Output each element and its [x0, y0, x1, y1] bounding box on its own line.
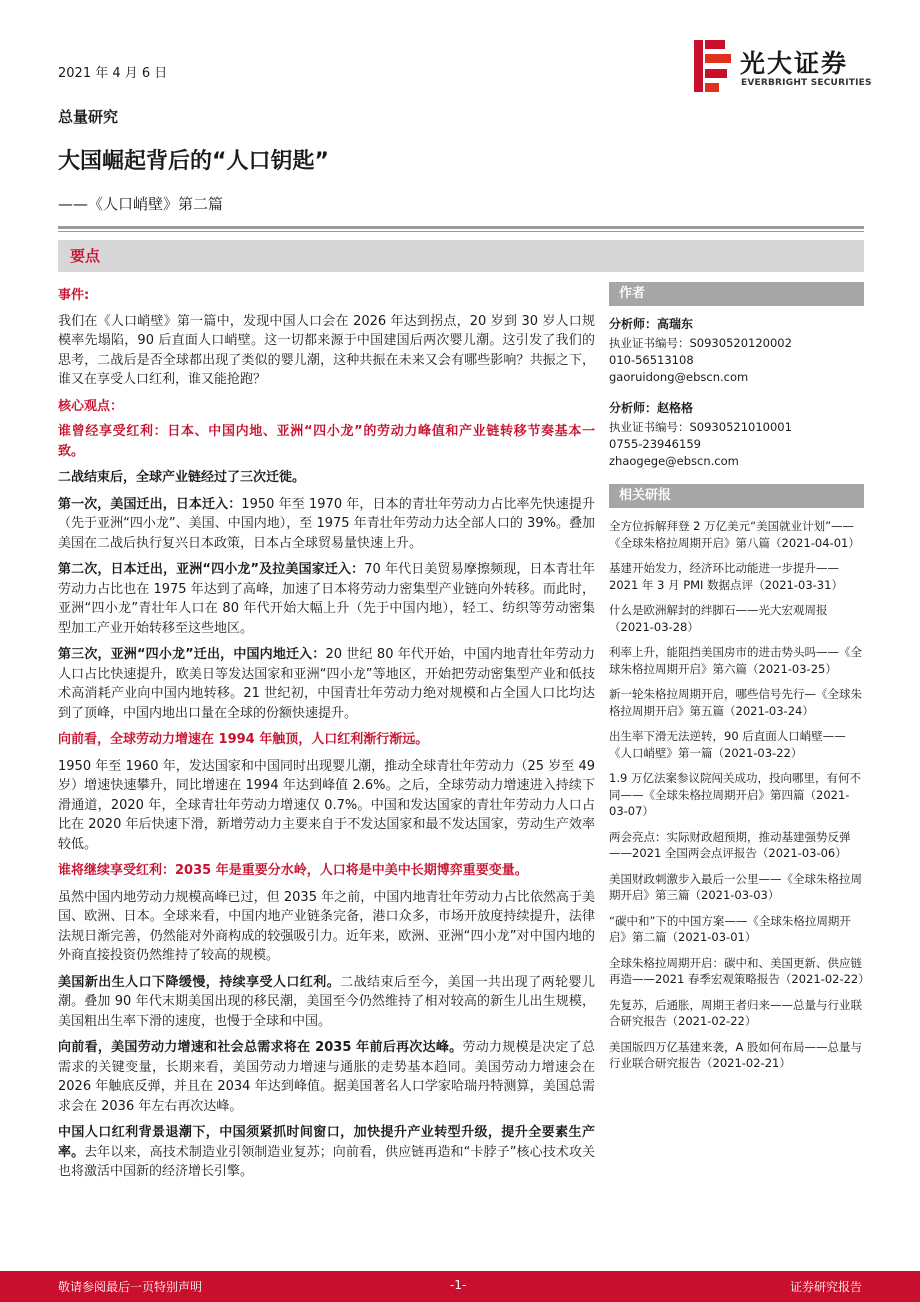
core-view-heading: 核心观点：: [58, 398, 124, 414]
related-report-item[interactable]: 全方位拆解拜登 2 万亿美元“美国就业计划”——《全球朱格拉周期开启》第八篇（2021-04-01）: [609, 519, 860, 550]
paragraph-11: [58, 1038, 595, 1116]
section-label: 总量研究: [58, 108, 119, 126]
paragraph-11-bold: 向前看，美国劳动力增速和社会总需求将在 2035 年前后再次达峰。: [58, 1040, 463, 1055]
author-card: [609, 316, 864, 386]
paragraph-12: [58, 1123, 595, 1182]
main-content: [58, 286, 595, 1189]
related-report-item[interactable]: 利率上升，能阻挡美国房市的进击势头吗——《全球朱格拉周期开启》第六篇（2021-03-25）: [609, 645, 862, 676]
paragraph-3-bold: 第一次，美国迁出，日本迁入：: [58, 496, 242, 512]
divider-thin: [58, 231, 864, 232]
related-report-item[interactable]: 先复苏，后通胀，周期王者归来——总量与行业联合研究报告（2021-02-22）: [609, 997, 862, 1028]
paragraph-5-text: 20 世纪 80 年代开始，中国内地青壮年劳动力人口占比快速提升，欧美日等发达国家和亚洲“四小龙”等地区，开始把劳动密集型产业和低技术高消耗产业向中国内地转移。21 世纪初，中国青壮年劳动力绝对规模和占全国人口比均达到了顶峰，中国内地出口量在全球的份额快速提升。: [58, 647, 596, 721]
paragraph-2-bold: 二战结束后，全球产业链经过了三次迁徙。: [58, 470, 306, 485]
author-phone: 0755-23946159: [609, 437, 701, 451]
author-name: 分析师：高瑞东: [609, 317, 694, 331]
paragraph-2: [58, 468, 595, 488]
related-reports-header: 相关研报: [609, 484, 864, 508]
paragraph-10-bold: 美国新出生人口下降缓慢，持续享受人口红利。: [58, 974, 341, 990]
key-points-label: 要点: [70, 247, 101, 265]
paragraph-12-bold: 中国人口红利背景退潮下，中国须紧抓时间窗口，加快提升产业转型升级，提升全要素生产率。: [58, 1125, 595, 1160]
event-heading: 事件:: [58, 288, 90, 303]
everbright-logo-icon: [694, 40, 732, 92]
related-report-item[interactable]: 新一轮朱格拉周期开启，哪些信号先行—《全球朱格拉周期开启》第五篇（2021-03-24）: [609, 687, 862, 718]
paragraph-11-text: 劳动力规模是决定了总需求的关键变量，长期来看，美国劳动力增速与通胀的走势基本趋同。美国劳动力增速会在 2026 年触底反弹，并且在 2034 年达到峰值。据美国著名人口学家哈瑞丹特测算，美国总需求会在 2036 年左右再次达峰。: [58, 1040, 595, 1114]
everbright-logo: [694, 40, 874, 96]
related-report-item[interactable]: 美国财政刺激步入最后一公里——《全球朱格拉周期开启》第三篇（2021-03-03）: [609, 871, 862, 902]
author-name: 分析师：赵格格: [609, 401, 694, 415]
author-section-header: 作者: [609, 282, 864, 306]
paragraph-10-text: 二战结束后至今，美国一共出现了两轮婴儿潮。叠加 90 年代末期美国出现的移民潮，美国至今仍然维持了相对较高的新生儿出生规模，美国粗出生率下滑的速度，也慢于全球和中国。: [58, 974, 595, 1029]
event-paragraph: 我们在《人口峭壁》第一篇中，发现中国人口会在 2026 年达到拐点，20 岁到 30 岁人口规模率先塌陷，90 后直面人口峭壁。这一切都来源于中国建国后两次婴儿潮。这引发了我们的思考，二战后是否全球都出现了类似的婴儿潮，这种共振在未来又会有哪些影响？共振之下，谁又在享受人口红利，谁又能抢跑？: [58, 313, 595, 387]
paragraph-12-text: 去年以来，高技术制造业引领制造业复苏；向前看，供应链再造和“卡脖子”核心技术攻关也将激活中国新的经济增长引擎。: [58, 1144, 595, 1179]
author-phone: 010-56513108: [609, 353, 694, 367]
report-title: 大国崛起背后的“人口钥匙”: [58, 149, 329, 174]
report-date: 2021 年 4 月 6 日: [58, 66, 168, 81]
paragraph-3-text: 1950 年至 1970 年，日本的青壮年劳动力占比率先快速提升（先于亚洲“四小龙”、美国、中国内地），至 1975 年青壮年劳动力达全部人口的 39%。叠加美国在二战后执行复兴日本政策，日本占全球贸易量快速上升。: [58, 496, 595, 551]
logo-english-name: EVERBRIGHT SECURITIES: [741, 78, 872, 88]
paragraph-5: [58, 645, 595, 723]
logo-chinese-name: 光大证券: [740, 49, 849, 78]
paragraph-5-bold: 第三次，亚洲“四小龙”迁出，中国内地迁入：: [58, 647, 326, 662]
key-points-bar: [58, 240, 864, 272]
author-cert: 执业证书编号：S0930521010001: [609, 420, 792, 434]
related-reports-list: [609, 518, 870, 1072]
author-email[interactable]: gaoruidong@ebscn.com: [609, 370, 749, 384]
footer-disclaimer: 敬请参阅最后一页特别声明: [58, 1280, 203, 1294]
related-report-item[interactable]: 全球朱格拉周期开启：碳中和、美国更新、供应链再造——2021 春季宏观策略报告（2021-02-22）: [609, 955, 870, 986]
highlight-paragraph-1: 谁曾经享受红利：日本、中国内地、亚洲“四小龙”的劳动力峰值和产业链转移节奏基本一致。: [58, 424, 595, 459]
related-report-item[interactable]: 什么是欧洲解封的绊脚石——光大宏观周报（2021-03-28）: [609, 603, 828, 634]
highlight-paragraph-8: 谁将继续享受红利：2035 年是重要分水岭，人口将是中美中长期博弈重要变量。: [58, 863, 528, 878]
footer-report-type: 证券研究报告: [789, 1280, 862, 1294]
related-report-item[interactable]: 两会亮点：实际财政超预期，推动基建强势反弹——2021 全国两会点评报告（2021-03-06）: [609, 829, 851, 860]
related-report-item[interactable]: “碳中和”下的中国方案——《全球朱格拉周期开启》第二篇（2021-03-01）: [609, 913, 851, 944]
paragraph-10: [58, 973, 595, 1032]
footer-bar: [0, 1271, 920, 1302]
paragraph-4: [58, 560, 595, 638]
divider-thick: [58, 226, 864, 229]
paragraph-3: [58, 495, 595, 554]
related-report-item[interactable]: 基建开始发力，经济环比动能进一步提升——2021 年 3 月 PMI 数据点评（2021-03-31）: [609, 561, 843, 592]
sidebar: [609, 282, 870, 1081]
paragraph-4-bold: 第二次，日本迁出，亚洲“四小龙”及拉美国家迁入：: [58, 562, 365, 577]
report-subtitle: ——《人口峭壁》第二篇: [58, 195, 224, 213]
author-email[interactable]: zhaogege@ebscn.com: [609, 454, 739, 468]
paragraph-4-text: 70 年代日美贸易摩擦频现，日本青壮年劳动力占比也在 1975 年达到了高峰，加速了日本将劳动力密集型产业链向外转移。而此时，亚洲“四小龙”青壮年人口在 80 年代开始大幅上升（先于中国内地），轻工、纺织等劳动密集型加工产业开始转移至这些地区。: [58, 562, 595, 636]
page-number: -1-: [450, 1278, 467, 1292]
highlight-paragraph-6: 向前看，全球劳动力增速在 1994 年触顶，人口红利渐行渐远。: [58, 732, 429, 747]
author-card: [609, 400, 864, 470]
author-cert: 执业证书编号：S0930520120002: [609, 336, 792, 350]
paragraph-9: 虽然中国内地劳动力规模高峰已过，但 2035 年之前，中国内地青壮年劳动力占比依然高于美国、欧洲、日本。全球来看，中国内地产业链条完备，港口众多，市场开放度持续提升，法律法规日渐完善，仍然能对外商构成的较强吸引力。近年来，欧洲、亚洲“四小龙”对中国内地的外商直接投资仍然维持了较高的规模。: [58, 889, 595, 963]
related-report-item[interactable]: 1.9 万亿法案参议院闯关成功，投向哪里，有何不同——《全球朱格拉周期开启》第四篇（2021-03-07）: [609, 771, 861, 818]
paragraph-7: 1950 年至 1960 年，发达国家和中国同时出现婴儿潮，推动全球青壮年劳动力（25 岁至 49 岁）增速快速攀升，同比增速在 1994 年达到峰值 2.6%。之后，全球劳动力增速进入持续下滑通道，2020 年，全球青壮年劳动力增速仅 0.7%。中国和发达国家的青壮年劳动力人口占比在 2020 年后快速下滑，新增劳动力主要来自于不发达国家和最不发达国家，劳动生产效率较低。: [58, 758, 595, 852]
related-report-item[interactable]: 美国版四万亿基建来袭，A 股如何布局——总量与行业联合研究报告（2021-02-21）: [609, 1039, 863, 1070]
related-report-item[interactable]: 出生率下滑无法逆转，90 后直面人口峭壁——《人口峭壁》第一篇（2021-03-22）: [609, 729, 846, 760]
